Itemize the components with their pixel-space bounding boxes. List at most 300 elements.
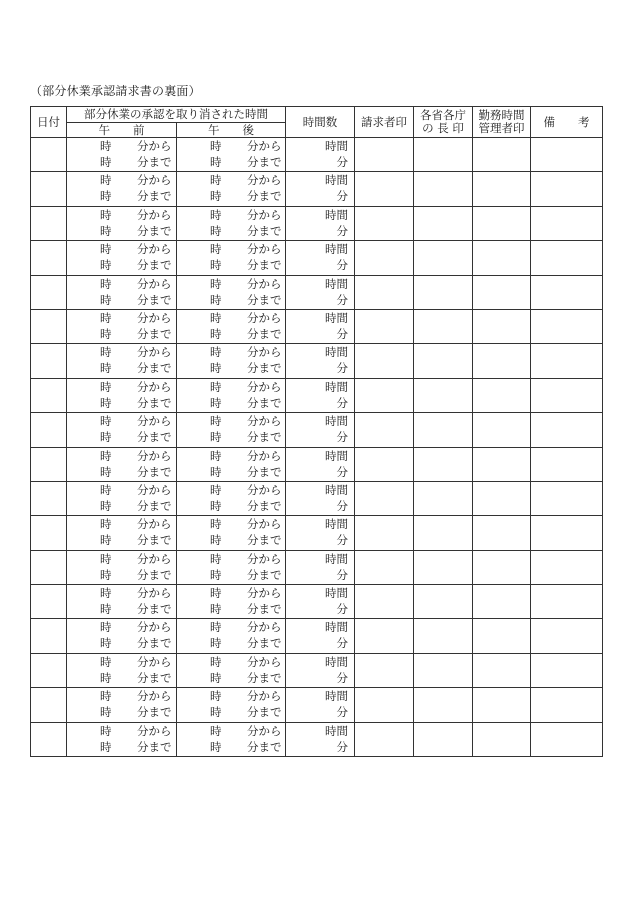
pm-time-cell[interactable]: [177, 206, 286, 240]
requester-seal-cell[interactable]: [355, 585, 414, 619]
pm-from-minute-label: 分から: [247, 139, 282, 153]
am-from-hour-label: 時: [100, 139, 112, 153]
requester-seal-cell[interactable]: [355, 206, 414, 240]
pm-from-hour-label: 時: [210, 723, 222, 738]
am-time-cell[interactable]: [67, 413, 177, 447]
am-to-hour-label: 時: [100, 739, 112, 754]
am-to-minute-label: 分まで: [137, 155, 172, 169]
date-cell[interactable]: [31, 585, 67, 619]
pm-to-hour-label: 時: [210, 705, 222, 720]
requester-seal-cell[interactable]: [355, 344, 414, 378]
requester-seal-cell[interactable]: [355, 481, 414, 515]
minutes-unit-label: 分: [336, 567, 348, 582]
pm-time-cell[interactable]: [177, 275, 286, 309]
pm-to-hour-label: 時: [210, 602, 222, 617]
remarks-cell[interactable]: [531, 378, 603, 412]
am-to-hour-label: 時: [100, 155, 112, 169]
hours-unit-label: 時間: [325, 723, 348, 738]
remarks-cell[interactable]: [531, 447, 603, 481]
chief-seal-cell[interactable]: [414, 481, 473, 515]
am-from-minute-label: 分から: [137, 620, 172, 635]
am-to-hour-label: 時: [100, 395, 112, 410]
remarks-cell[interactable]: [531, 481, 603, 515]
hours-unit-label: 時間: [325, 620, 348, 635]
requester-seal-cell[interactable]: [355, 138, 414, 172]
table-row: [31, 619, 603, 653]
chief-seal-cell[interactable]: [414, 619, 473, 653]
pm-time-cell[interactable]: [177, 722, 286, 756]
chief-seal-cell[interactable]: [414, 653, 473, 687]
am-from-hour-label: 時: [100, 517, 112, 532]
pm-to-minute-label: 分まで: [247, 361, 282, 376]
am-to-minute-label: 分まで: [137, 326, 172, 341]
hours-unit-label: 時間: [325, 448, 348, 463]
table-row: [31, 550, 603, 584]
hours-cell[interactable]: [286, 309, 355, 343]
am-from-hour-label: 時: [100, 310, 112, 325]
pm-to-hour-label: 時: [210, 395, 222, 410]
date-cell[interactable]: [31, 172, 67, 206]
manager-seal-cell[interactable]: [473, 550, 531, 584]
hours-cell[interactable]: [286, 619, 355, 653]
manager-seal-cell[interactable]: [473, 309, 531, 343]
am-to-hour-label: 時: [100, 361, 112, 376]
pm-from-minute-label: 分から: [247, 345, 282, 360]
pm-to-hour-label: 時: [210, 430, 222, 445]
header-am: 午 前: [67, 123, 177, 138]
pm-time-cell[interactable]: [177, 344, 286, 378]
pm-to-minute-label: 分まで: [247, 739, 282, 754]
minutes-unit-label: 分: [336, 189, 348, 204]
hours-unit-label: 時間: [325, 242, 348, 257]
requester-seal-cell[interactable]: [355, 241, 414, 275]
am-time-cell[interactable]: [67, 653, 177, 687]
hours-unit-label: 時間: [325, 517, 348, 532]
pm-to-minute-label: 分まで: [247, 705, 282, 720]
am-to-minute-label: 分まで: [137, 464, 172, 479]
pm-to-hour-label: 時: [210, 155, 222, 169]
manager-seal-cell[interactable]: [473, 688, 531, 722]
am-to-minute-label: 分まで: [137, 739, 172, 754]
am-time-cell[interactable]: [67, 309, 177, 343]
date-cell[interactable]: [31, 206, 67, 240]
minutes-unit-label: 分: [336, 155, 348, 169]
hours-cell[interactable]: [286, 241, 355, 275]
chief-seal-cell[interactable]: [414, 172, 473, 206]
chief-seal-cell[interactable]: [414, 275, 473, 309]
hours-cell[interactable]: [286, 378, 355, 412]
am-from-hour-label: 時: [100, 345, 112, 360]
am-from-hour-label: 時: [100, 448, 112, 463]
requester-seal-cell[interactable]: [355, 550, 414, 584]
remarks-cell[interactable]: [531, 550, 603, 584]
header-remarks: 備 考: [531, 107, 603, 138]
am-to-hour-label: 時: [100, 258, 112, 273]
am-from-minute-label: 分から: [137, 345, 172, 360]
remarks-cell[interactable]: [531, 722, 603, 756]
remarks-cell[interactable]: [531, 653, 603, 687]
requester-seal-cell[interactable]: [355, 688, 414, 722]
header-requester-seal: 請求者印: [355, 107, 414, 138]
table-row: [31, 241, 603, 275]
minutes-unit-label: 分: [336, 223, 348, 238]
am-to-hour-label: 時: [100, 636, 112, 651]
am-from-hour-label: 時: [100, 689, 112, 704]
table-row: [31, 413, 603, 447]
pm-to-hour-label: 時: [210, 464, 222, 479]
pm-from-minute-label: 分から: [247, 654, 282, 669]
am-from-minute-label: 分から: [137, 173, 172, 188]
table-row: [31, 688, 603, 722]
table-row: [31, 206, 603, 240]
pm-from-hour-label: 時: [210, 379, 222, 394]
am-from-hour-label: 時: [100, 276, 112, 291]
pm-from-hour-label: 時: [210, 586, 222, 601]
minutes-unit-label: 分: [336, 739, 348, 754]
header-manager-line1: 勤務時間: [478, 108, 525, 122]
date-cell[interactable]: [31, 344, 67, 378]
hours-cell[interactable]: [286, 688, 355, 722]
chief-seal-cell[interactable]: [414, 722, 473, 756]
manager-seal-cell[interactable]: [473, 619, 531, 653]
manager-seal-cell[interactable]: [473, 481, 531, 515]
pm-to-minute-label: 分まで: [247, 567, 282, 582]
am-time-cell[interactable]: [67, 172, 177, 206]
pm-time-cell[interactable]: [177, 172, 286, 206]
am-time-cell[interactable]: [67, 378, 177, 412]
pm-to-hour-label: 時: [210, 670, 222, 685]
chief-seal-cell[interactable]: [414, 688, 473, 722]
requester-seal-cell[interactable]: [355, 516, 414, 550]
table-row: [31, 309, 603, 343]
am-to-hour-label: 時: [100, 223, 112, 238]
hours-unit-label: 時間: [325, 482, 348, 497]
date-cell[interactable]: [31, 722, 67, 756]
hours-cell[interactable]: [286, 481, 355, 515]
am-from-minute-label: 分から: [137, 482, 172, 497]
remarks-cell[interactable]: [531, 516, 603, 550]
am-time-cell[interactable]: [67, 138, 177, 172]
pm-from-minute-label: 分から: [247, 448, 282, 463]
requester-seal-cell[interactable]: [355, 413, 414, 447]
am-time-cell[interactable]: [67, 516, 177, 550]
pm-from-minute-label: 分から: [247, 517, 282, 532]
header-pm: 午 後: [177, 123, 286, 138]
am-time-cell[interactable]: [67, 344, 177, 378]
chief-seal-cell[interactable]: [414, 309, 473, 343]
pm-from-hour-label: 時: [210, 310, 222, 325]
pm-to-hour-label: 時: [210, 189, 222, 204]
date-cell[interactable]: [31, 241, 67, 275]
header-chief-seal: [414, 107, 473, 138]
pm-time-cell[interactable]: [177, 413, 286, 447]
requester-seal-cell[interactable]: [355, 378, 414, 412]
hours-cell[interactable]: [286, 172, 355, 206]
manager-seal-cell[interactable]: [473, 447, 531, 481]
date-cell[interactable]: [31, 413, 67, 447]
pm-to-minute-label: 分まで: [247, 636, 282, 651]
pm-time-cell[interactable]: [177, 138, 286, 172]
pm-from-hour-label: 時: [210, 345, 222, 360]
chief-seal-cell[interactable]: [414, 378, 473, 412]
am-from-minute-label: 分から: [137, 551, 172, 566]
minutes-unit-label: 分: [336, 602, 348, 617]
table-row: [31, 378, 603, 412]
pm-from-hour-label: 時: [210, 620, 222, 635]
pm-to-hour-label: 時: [210, 223, 222, 238]
requester-seal-cell[interactable]: [355, 447, 414, 481]
date-cell[interactable]: [31, 447, 67, 481]
hours-cell[interactable]: [286, 585, 355, 619]
manager-seal-cell[interactable]: [473, 275, 531, 309]
table-row: [31, 138, 603, 172]
am-time-cell[interactable]: [67, 481, 177, 515]
chief-seal-cell[interactable]: [414, 550, 473, 584]
am-to-hour-label: 時: [100, 533, 112, 548]
chief-seal-cell[interactable]: [414, 516, 473, 550]
am-to-minute-label: 分まで: [137, 395, 172, 410]
table-row: [31, 585, 603, 619]
date-cell[interactable]: [31, 138, 67, 172]
requester-seal-cell[interactable]: [355, 619, 414, 653]
hours-unit-label: 時間: [325, 345, 348, 360]
pm-to-hour-label: 時: [210, 567, 222, 582]
am-time-cell[interactable]: [67, 447, 177, 481]
manager-seal-cell[interactable]: [473, 413, 531, 447]
am-time-cell[interactable]: [67, 619, 177, 653]
pm-from-minute-label: 分から: [247, 379, 282, 394]
am-from-hour-label: 時: [100, 654, 112, 669]
pm-from-minute-label: 分から: [247, 242, 282, 257]
am-from-hour-label: 時: [100, 620, 112, 635]
requester-seal-cell[interactable]: [355, 309, 414, 343]
table-row: [31, 516, 603, 550]
table-row: [31, 653, 603, 687]
remarks-cell[interactable]: [531, 688, 603, 722]
remarks-cell[interactable]: [531, 619, 603, 653]
pm-to-hour-label: 時: [210, 361, 222, 376]
manager-seal-cell[interactable]: [473, 206, 531, 240]
hours-cell[interactable]: [286, 447, 355, 481]
pm-to-minute-label: 分まで: [247, 258, 282, 273]
pm-time-cell[interactable]: [177, 550, 286, 584]
remarks-cell[interactable]: [531, 241, 603, 275]
minutes-unit-label: 分: [336, 533, 348, 548]
manager-seal-cell[interactable]: [473, 378, 531, 412]
am-to-minute-label: 分まで: [137, 292, 172, 307]
pm-to-hour-label: 時: [210, 498, 222, 513]
pm-to-hour-label: 時: [210, 292, 222, 307]
requester-seal-cell[interactable]: [355, 653, 414, 687]
minutes-unit-label: 分: [336, 636, 348, 651]
am-from-minute-label: 分から: [137, 689, 172, 704]
hours-cell[interactable]: [286, 653, 355, 687]
pm-from-hour-label: 時: [210, 689, 222, 704]
pm-to-hour-label: 時: [210, 636, 222, 651]
minutes-unit-label: 分: [336, 326, 348, 341]
pm-to-minute-label: 分まで: [247, 533, 282, 548]
am-from-minute-label: 分から: [137, 276, 172, 291]
am-from-minute-label: 分から: [137, 139, 172, 153]
minutes-unit-label: 分: [336, 498, 348, 513]
pm-time-cell[interactable]: [177, 378, 286, 412]
manager-seal-cell[interactable]: [473, 516, 531, 550]
pm-to-minute-label: 分まで: [247, 395, 282, 410]
am-to-hour-label: 時: [100, 567, 112, 582]
manager-seal-cell[interactable]: [473, 653, 531, 687]
header-chief-line1: 各省各庁: [420, 108, 466, 122]
am-time-cell[interactable]: [67, 550, 177, 584]
am-to-minute-label: 分まで: [137, 602, 172, 617]
pm-from-hour-label: 時: [210, 139, 222, 153]
chief-seal-cell[interactable]: [414, 241, 473, 275]
am-time-cell[interactable]: [67, 275, 177, 309]
pm-to-minute-label: 分まで: [247, 464, 282, 479]
header-manager-line2: 管理者印: [478, 121, 525, 135]
remarks-cell[interactable]: [531, 309, 603, 343]
pm-from-hour-label: 時: [210, 414, 222, 429]
am-time-cell[interactable]: [67, 688, 177, 722]
hours-unit-label: 時間: [325, 414, 348, 429]
chief-seal-cell[interactable]: [414, 447, 473, 481]
pm-to-minute-label: 分まで: [247, 292, 282, 307]
remarks-cell[interactable]: [531, 275, 603, 309]
am-to-hour-label: 時: [100, 498, 112, 513]
pm-from-hour-label: 時: [210, 654, 222, 669]
hours-cell[interactable]: [286, 206, 355, 240]
hours-unit-label: 時間: [325, 379, 348, 394]
hours-cell[interactable]: [286, 275, 355, 309]
pm-to-minute-label: 分まで: [247, 189, 282, 204]
pm-time-cell[interactable]: [177, 241, 286, 275]
manager-seal-cell[interactable]: [473, 138, 531, 172]
hours-cell[interactable]: [286, 138, 355, 172]
am-to-hour-label: 時: [100, 670, 112, 685]
am-time-cell[interactable]: [67, 241, 177, 275]
pm-time-cell[interactable]: [177, 653, 286, 687]
minutes-unit-label: 分: [336, 361, 348, 376]
pm-to-minute-label: 分まで: [247, 670, 282, 685]
am-from-hour-label: 時: [100, 207, 112, 222]
date-cell[interactable]: [31, 275, 67, 309]
pm-from-minute-label: 分から: [247, 173, 282, 188]
am-to-minute-label: 分まで: [137, 567, 172, 582]
header-hours: 時間数: [286, 107, 355, 138]
remarks-cell[interactable]: [531, 206, 603, 240]
pm-from-minute-label: 分から: [247, 276, 282, 291]
pm-from-minute-label: 分から: [247, 482, 282, 497]
date-cell[interactable]: [31, 516, 67, 550]
table-row: [31, 172, 603, 206]
am-to-hour-label: 時: [100, 292, 112, 307]
date-cell[interactable]: [31, 688, 67, 722]
table-row: [31, 344, 603, 378]
am-to-minute-label: 分まで: [137, 223, 172, 238]
am-from-minute-label: 分から: [137, 723, 172, 738]
hours-cell[interactable]: [286, 344, 355, 378]
requester-seal-cell[interactable]: [355, 275, 414, 309]
chief-seal-cell[interactable]: [414, 413, 473, 447]
manager-seal-cell[interactable]: [473, 344, 531, 378]
remarks-cell[interactable]: [531, 585, 603, 619]
am-time-cell[interactable]: [67, 585, 177, 619]
hours-cell[interactable]: [286, 722, 355, 756]
am-time-cell[interactable]: [67, 722, 177, 756]
chief-seal-cell[interactable]: [414, 585, 473, 619]
remarks-cell[interactable]: [531, 344, 603, 378]
am-to-minute-label: 分まで: [137, 430, 172, 445]
pm-from-hour-label: 時: [210, 242, 222, 257]
requester-seal-cell[interactable]: [355, 172, 414, 206]
pm-time-cell[interactable]: [177, 688, 286, 722]
pm-to-minute-label: 分まで: [247, 326, 282, 341]
hours-unit-label: 時間: [325, 276, 348, 291]
hours-unit-label: 時間: [325, 173, 348, 188]
hours-cell[interactable]: [286, 413, 355, 447]
minutes-unit-label: 分: [336, 705, 348, 720]
manager-seal-cell[interactable]: [473, 722, 531, 756]
am-to-hour-label: 時: [100, 464, 112, 479]
am-to-hour-label: 時: [100, 189, 112, 204]
pm-to-minute-label: 分まで: [247, 498, 282, 513]
hours-cell[interactable]: [286, 550, 355, 584]
date-cell[interactable]: [31, 550, 67, 584]
partial-leave-record-table: [30, 106, 603, 757]
pm-time-cell[interactable]: [177, 309, 286, 343]
manager-seal-cell[interactable]: [473, 241, 531, 275]
date-cell[interactable]: [31, 378, 67, 412]
chief-seal-cell[interactable]: [414, 206, 473, 240]
pm-from-minute-label: 分から: [247, 689, 282, 704]
date-cell[interactable]: [31, 481, 67, 515]
remarks-cell[interactable]: [531, 138, 603, 172]
date-cell[interactable]: [31, 309, 67, 343]
header-date: 日付: [31, 107, 67, 138]
am-to-minute-label: 分まで: [137, 533, 172, 548]
pm-time-cell[interactable]: [177, 481, 286, 515]
pm-time-cell[interactable]: [177, 447, 286, 481]
date-cell[interactable]: [31, 653, 67, 687]
minutes-unit-label: 分: [336, 395, 348, 410]
pm-from-hour-label: 時: [210, 173, 222, 188]
hours-unit-label: 時間: [325, 207, 348, 222]
requester-seal-cell[interactable]: [355, 722, 414, 756]
manager-seal-cell[interactable]: [473, 172, 531, 206]
remarks-cell[interactable]: [531, 172, 603, 206]
pm-time-cell[interactable]: [177, 619, 286, 653]
chief-seal-cell[interactable]: [414, 138, 473, 172]
table-row: [31, 275, 603, 309]
pm-from-hour-label: 時: [210, 482, 222, 497]
minutes-unit-label: 分: [336, 258, 348, 273]
manager-seal-cell[interactable]: [473, 585, 531, 619]
date-cell[interactable]: [31, 619, 67, 653]
pm-time-cell[interactable]: [177, 585, 286, 619]
pm-from-minute-label: 分から: [247, 207, 282, 222]
am-time-cell[interactable]: [67, 206, 177, 240]
am-from-hour-label: 時: [100, 723, 112, 738]
hours-cell[interactable]: [286, 516, 355, 550]
am-from-hour-label: 時: [100, 551, 112, 566]
am-from-hour-label: 時: [100, 242, 112, 257]
pm-time-cell[interactable]: [177, 516, 286, 550]
am-from-minute-label: 分から: [137, 517, 172, 532]
chief-seal-cell[interactable]: [414, 344, 473, 378]
pm-to-hour-label: 時: [210, 533, 222, 548]
am-to-minute-label: 分まで: [137, 705, 172, 720]
am-to-minute-label: 分まで: [137, 361, 172, 376]
remarks-cell[interactable]: [531, 413, 603, 447]
